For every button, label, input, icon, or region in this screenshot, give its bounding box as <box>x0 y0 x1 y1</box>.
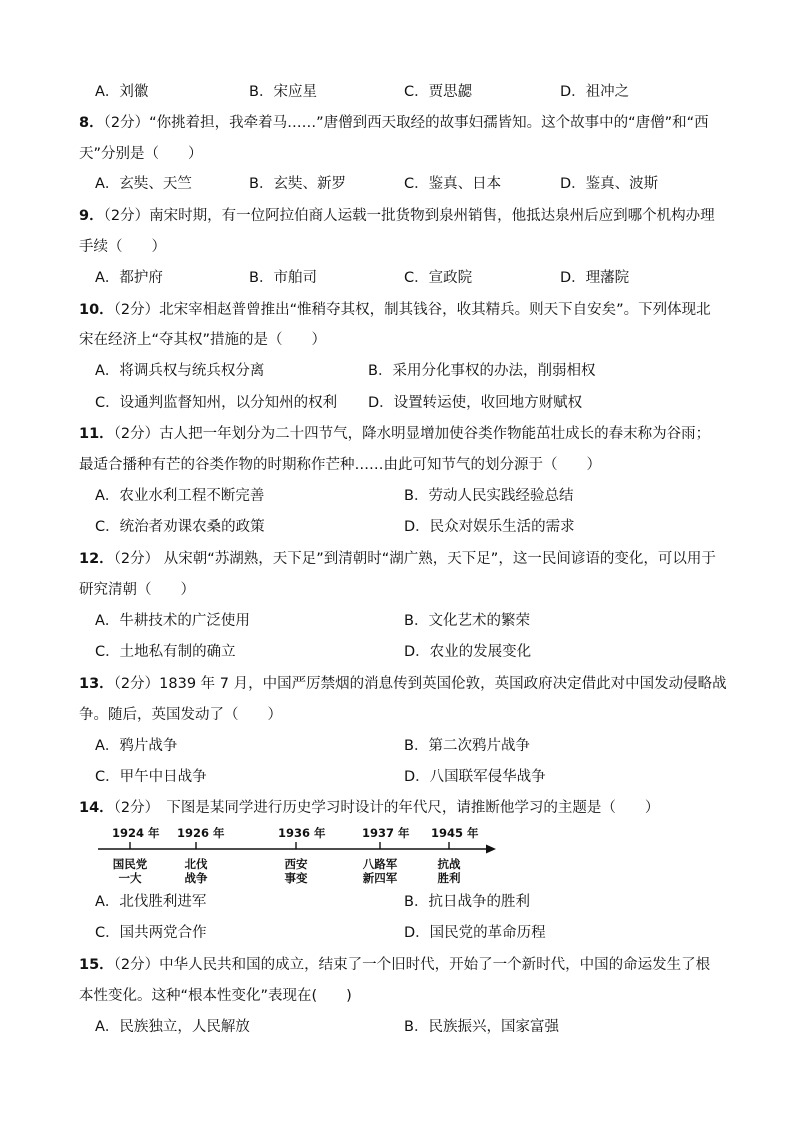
q14-option-a: A．北伐胜利进军 <box>95 894 207 910</box>
q9-text-1: （2分）南宋时期，有一位阿拉伯商人运载一批货物到泉州销售，他抵达泉州后应到哪个机构办理 <box>103 208 715 224</box>
q8-stem-line1 <box>79 114 709 132</box>
timeline-event-1924-line1: 国民党 <box>112 857 148 871</box>
q11-stem-line2: 最适合播种有芒的谷类作物的时期称作芒种……由此可知节气的划分源于（ ） <box>79 457 601 473</box>
q8-text-1: （2分）“你挑着担，我牵着马……”唐僧到西天取经的故事妇孺皆知。这个故事中的“唐僧”和“西 <box>103 115 709 131</box>
timeline-event-1945 <box>424 857 474 885</box>
timeline-event-1924 <box>105 857 155 885</box>
q8-stem-line2: 天”分别是（ ） <box>79 146 203 162</box>
timeline-event-1937-line1: 八路军 <box>362 857 398 871</box>
timeline-event-1936-line2: 事变 <box>284 871 308 885</box>
timeline-event-1945-line2: 胜利 <box>437 871 461 885</box>
q8-option-a: A．玄奘、天竺 <box>95 176 192 192</box>
timeline-event-1936-line1: 西安 <box>284 857 308 871</box>
timeline-year-1924: 1924 年 <box>112 826 160 840</box>
q9-option-b: B．市舶司 <box>249 270 317 286</box>
q12-stem-line2: 研究清朝（ ） <box>79 582 195 598</box>
q14-number: 14． <box>79 800 114 816</box>
q7-option-a: A．刘徽 <box>95 84 149 100</box>
q8-number: 8． <box>79 115 104 131</box>
q12-option-d: D．农业的发展变化 <box>404 644 532 660</box>
timeline-year-1926: 1926 年 <box>177 826 225 840</box>
q9-number: 9． <box>79 208 104 224</box>
q8-option-b: B．玄奘、新罗 <box>249 176 346 192</box>
q14-option-c: C．国共两党合作 <box>95 925 207 941</box>
q10-text-1: （2分）北宋宰相赵普曾推出“惟稍夺其权，制其钱谷，收其精兵。则天下自安矣”。下列体现北 <box>113 302 711 318</box>
q15-option-a: A．民族独立，人民解放 <box>95 1019 250 1035</box>
q15-text-1: （2分）中华人民共和国的成立，结束了一个旧时代，开始了一个新时代，中国的命运发生了根 <box>113 957 711 973</box>
q15-stem-line1 <box>79 956 710 974</box>
q13-option-b: B．第二次鸦片战争 <box>404 738 530 754</box>
q10-option-d: D．设置转运使，收回地方财赋权 <box>368 395 583 411</box>
q8-option-c: C．鉴真、日本 <box>404 176 502 192</box>
q11-option-b: B．劳动人民实践经验总结 <box>404 488 574 504</box>
q14-option-b: B．抗日战争的胜利 <box>404 894 530 910</box>
q12-number: 12． <box>79 551 114 567</box>
q13-text-1: （2分）1839 年 7 月，中国严厉禁烟的消息传到英国伦敦，英国政府决定借此对中国发动侵略战 <box>113 676 727 692</box>
q14-text-1: （2分） 下图是某同学进行历史学习时设计的年代尺，请推断他学习的主题是（ ） <box>113 800 660 816</box>
q13-option-c: C．甲午中日战争 <box>95 769 207 785</box>
q9-stem-line1 <box>79 207 715 225</box>
q10-option-a: A．将调兵权与统兵权分离 <box>95 363 265 379</box>
q15-stem-line2: 本性变化。这种“根本性变化”表现在( ) <box>79 988 352 1004</box>
q11-stem-line1 <box>79 425 710 443</box>
timeline-year-1945: 1945 年 <box>431 826 479 840</box>
q9-stem-line2: 手续（ ） <box>79 239 166 255</box>
timeline-event-1936 <box>271 857 321 885</box>
q12-text-1: （2分） 从宋朝“苏湖熟，天下足”到清朝时“湖广熟，天下足”，这一民间谚语的变化，可以用于 <box>113 551 716 567</box>
q12-option-a: A．牛耕技术的广泛使用 <box>95 613 250 629</box>
q14-stem-line1 <box>79 799 659 817</box>
q14-option-d: D．国民党的革命历程 <box>404 925 546 941</box>
timeline-event-1924-line2: 一大 <box>118 871 142 885</box>
q9-option-c: C．宣政院 <box>404 270 473 286</box>
q13-stem-line2: 争。随后，英国发动了（ ） <box>79 707 282 723</box>
q15-option-b: B．民族振兴，国家富强 <box>404 1019 559 1035</box>
timeline-year-1936: 1936 年 <box>278 826 326 840</box>
q11-number: 11． <box>79 426 114 442</box>
timeline-event-1926-line1: 北伐 <box>184 857 208 871</box>
timeline-event-1937 <box>355 857 405 885</box>
q10-stem-line2: 宋在经济上“夺其权”措施的是（ ） <box>79 332 327 348</box>
q10-stem-line1 <box>79 301 711 319</box>
q15-number: 15． <box>79 957 114 973</box>
q9-option-a: A．都护府 <box>95 270 163 286</box>
q9-option-d: D．理藩院 <box>560 270 630 286</box>
q10-number: 10． <box>79 302 114 318</box>
q12-stem-line1 <box>79 550 716 568</box>
timeline-event-1926 <box>171 857 221 885</box>
q13-number: 13． <box>79 676 114 692</box>
q13-option-a: A．鸦片战争 <box>95 738 178 754</box>
q8-option-d: D．鉴真、波斯 <box>560 176 659 192</box>
q11-option-d: D．民众对娱乐生活的需求 <box>404 519 575 535</box>
q12-option-c: C．土地私有制的确立 <box>95 644 236 660</box>
q11-option-c: C．统治者劝课农桑的政策 <box>95 519 265 535</box>
q11-option-a: A．农业水利工程不断完善 <box>95 488 265 504</box>
q12-option-b: B．文化艺术的繁荣 <box>404 613 530 629</box>
timeline-event-1926-line2: 战争 <box>184 871 208 885</box>
q10-option-b: B．采用分化事权的办法，削弱相权 <box>368 363 596 379</box>
q11-text-1: （2分）古人把一年划分为二十四节气，降水明显增加使谷类作物能茁壮成长的春末称为谷雨； <box>113 426 711 442</box>
timeline-ruler <box>96 825 506 887</box>
timeline-event-1945-line1: 抗战 <box>437 857 461 871</box>
q7-option-c: C．贾思勰 <box>404 84 473 100</box>
q7-option-d: D．祖冲之 <box>560 84 630 100</box>
timeline-arrowhead <box>486 845 496 854</box>
q10-option-c: C．设通判监督知州，以分知州的权利 <box>95 395 338 411</box>
timeline-event-1937-line2: 新四军 <box>362 871 398 885</box>
timeline-year-1937: 1937 年 <box>362 826 410 840</box>
q7-option-b: B．宋应星 <box>249 84 317 100</box>
q13-option-d: D．八国联军侵华战争 <box>404 769 546 785</box>
q13-stem-line1 <box>79 675 727 693</box>
